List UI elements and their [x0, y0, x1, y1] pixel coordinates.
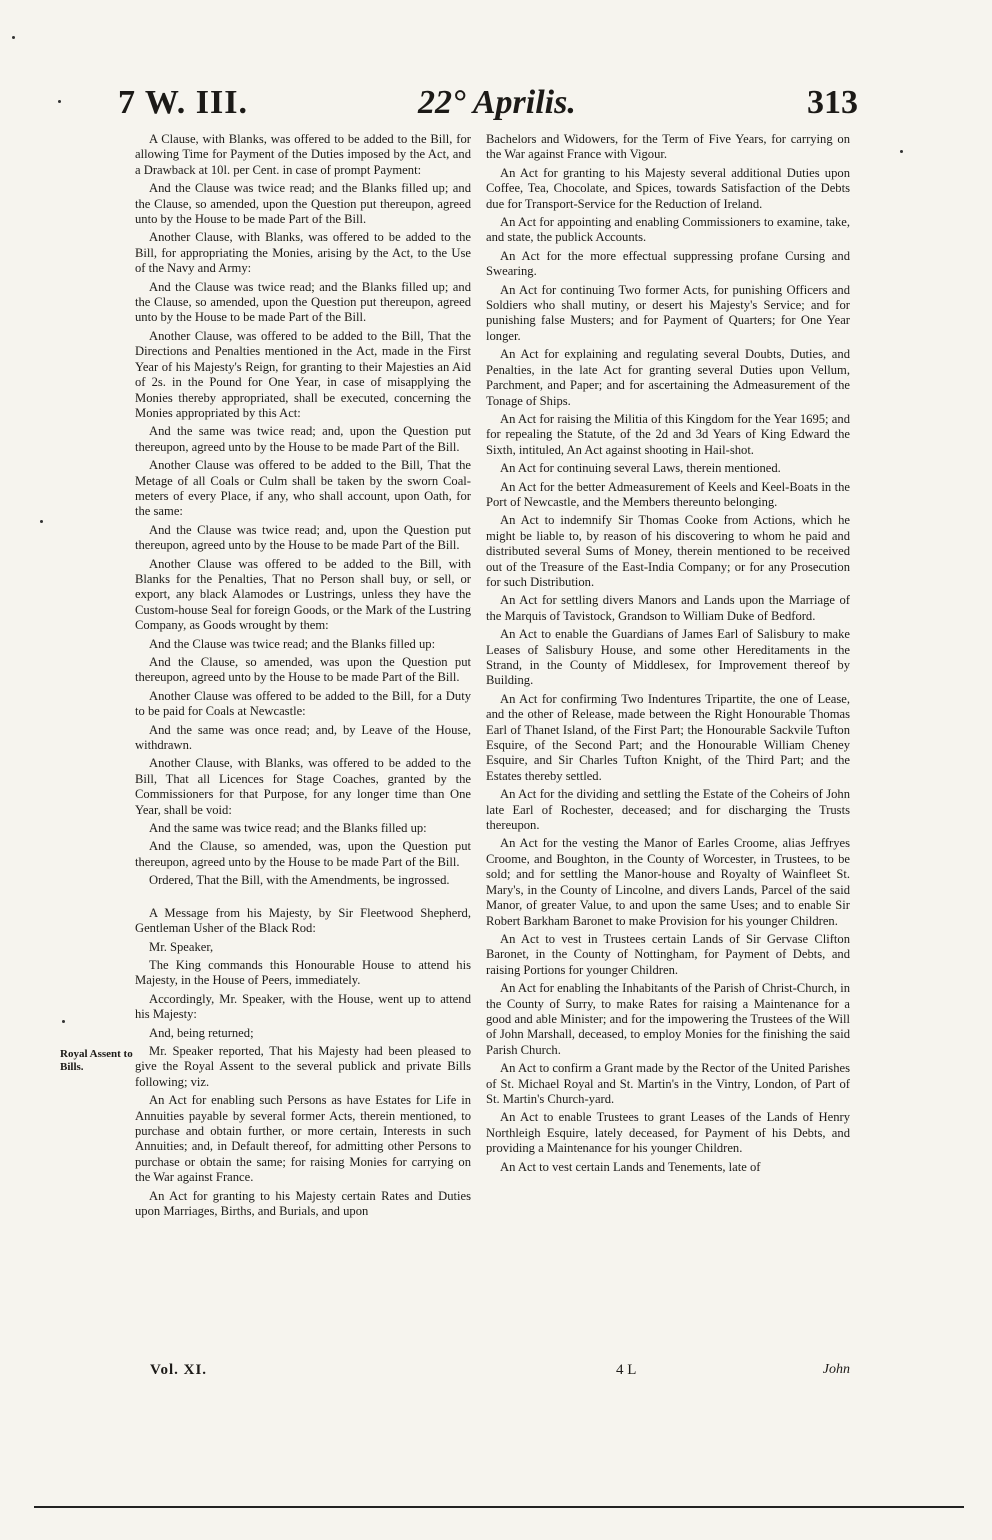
paragraph: An Act for raising the Militia of this Kingdom for the Year 1695; and for repealing the Statute, of the 2d and 3d Years of King Edward the Sixth, intituled, An Act against shooting in Hail-shot. [486, 411, 850, 457]
paragraph: And the same was once read; and, by Leave of the House, withdrawn. [135, 722, 471, 753]
paragraph: And the Clause was twice read; and the Blanks filled up; and the Clause, so amended, upon the Question put thereupon, agreed unto by the House to be made Part of the Bill. [135, 181, 471, 227]
paragraph: An Act for appointing and enabling Commissioners to examine, take, and state, the publick Accounts. [486, 215, 850, 245]
paragraph: Another Clause was offered to be added to the Bill, for a Duty to be paid for Coals at Newcastle: [135, 688, 471, 719]
volume-label: Vol. XI. [150, 1362, 208, 1378]
margin-note-royal-assent: Royal Assent to Bills. [60, 1048, 133, 1073]
paragraph: An Act for granting to his Majesty certain Rates and Duties upon Marriages, Births, and Burials, and upon [135, 1188, 471, 1218]
paragraph: Another Clause, with Blanks, was offered to be added to the Bill, for appropriating the Monies, arising by the Act, to the Use of the Navy and Army: [135, 230, 471, 276]
paragraph: And the Clause was twice read; and the Blanks filled up: [149, 636, 436, 651]
paragraph: An Act to vest in Trustees certain Lands of Sir Gervase Clifton Baronet, in the County of Nottingham, for Payment of Debts, and raising Portions for younger Children. [486, 931, 850, 977]
paragraph: An Act for explaining and regulating several Doubts, Duties, and Penalties, in the late Act for granting several Duties upon Vellum, Parchment, and Paper; and for ascertaining the Admeasurement of the Tonage of Ships. [486, 347, 850, 408]
paragraph: And the Clause, so amended, was upon the Question put thereupon, agreed unto by the House to be made Part of the Bill. [135, 655, 471, 685]
page-header [118, 84, 858, 128]
paragraph: An Act for granting to his Majesty several additional Duties upon Coffee, Tea, Chocolate, and Spices, towards Satisfaction of the Debts due for Transport-Service for the Reduction of Ireland. [486, 165, 850, 211]
paragraph: An Act for continuing several Laws, therein mentioned. [500, 461, 781, 476]
paragraph: An Act for enabling the Inhabitants of the Parish of Christ-Church, in the County of Surry, to make Rates for raising a Maintenance for a good and able Minister; and for the impowering the Trustees of the Will of John Marshall, deceased, to employ Monies for the finishing the said Parish Church. [486, 981, 850, 1057]
paragraph: And the Clause was twice read; and, upon the Question put thereupon, agreed unto by the House to be made Part of the Bill. [135, 522, 471, 553]
paragraph: An Act for the vesting the Manor of Earles Croome, alias Jeffryes Croome, and Boughton, in the County of Worcester, in Trustees, to be sold; and for settling the Manor-house and Royalty of Wainfleet St. Mary's, in the County of Lincolne, and divers Lands, Parcel of the said Manor, of greater Value, to and upon the same Uses; and to enable Sir Robert Barkham Baronet to make Provision for his younger Children. [486, 836, 850, 928]
paragraph: And the Clause, so amended, was, upon the Question put thereupon, agreed unto by the House to be made Part of the Bill. [135, 839, 471, 869]
regnal-year: 7 W. III. [118, 84, 248, 121]
paper-speck [40, 520, 43, 523]
bottom-border-line [34, 1506, 964, 1508]
paragraph: Another Clause, with Blanks, was offered to be added to the Bill, That all Licences for Stage Coaches, granted by the Commissioners for that Purpose, for any longer time than One Year, shall be void: [135, 756, 471, 817]
paragraph: The King commands this Honourable House to attend his Majesty, in the House of Peers, immediately. [135, 957, 471, 988]
paragraph: Another Clause was offered to be added to the Bill, That the Metage of all Coals or Culm shall be taken by the sworn Coal-meters of every Place, if any, who shall account, upon Oath, for the same: [135, 458, 471, 519]
paragraph: Mr. Speaker reported, That his Majesty had been pleased to give the Royal Assent to the several publick and private Bills following; viz. [135, 1043, 471, 1089]
paragraph: An Act to confirm a Grant made by the Rector of the United Parishes of St. Michael Royal and St. Martin's in the Vintry, London, of Part of St. Martin's Church-yard. [486, 1061, 850, 1106]
paragraph: Accordingly, Mr. Speaker, with the House, went up to attend his Majesty: [135, 991, 471, 1022]
left-column [135, 132, 471, 1222]
paragraph: An Act for the dividing and settling the Estate of the Coheirs of John late Earl of Rochester, deceased; and for discharging the Trusts thereupon. [486, 787, 850, 833]
paragraph: A Clause, with Blanks, was offered to be added to the Bill, for allowing Time for Payment of the Duties imposed by the Act, and a Drawback at 10l. per Cent. in case of prompt Payment: [135, 132, 471, 177]
paragraph: An Act for the more effectual suppressing profane Cursing and Swearing. [486, 248, 850, 279]
paragraph: An Act to enable Trustees to grant Leases of the Lands of Henry Northleigh Esquire, lately deceased, for Payment of his Debts, and providing a Maintenance for his younger Children. [486, 1110, 850, 1156]
paragraph: And the same was twice read; and, upon the Question put thereupon, agreed unto by the House to be made Part of the Bill. [135, 424, 471, 454]
paragraph: And the Clause was twice read; and the Blanks filled up; and the Clause, so amended, upon the Question put thereupon, agreed unto by the House to be made Part of the Bill. [135, 279, 471, 325]
paragraph: An Act for enabling such Persons as have Estates for Life in Annuities payable by several former Acts, therein mentioned, to purchase and obtain further, or more certain, Interests in such Annuities; and, in Default thereof, for admitting other Persons to purchase or obtain the same; for raising Monies for carrying on the War against France. [135, 1093, 471, 1185]
paragraph: Another Clause, was offered to be added to the Bill, That the Directions and Penalties mentioned in the Act, made in the First Year of his Majesty's Reign, for granting to their Majesties an Aid of 2s. in the Pound for One Year, in case of misapplying the Monies thereby appropriated, shall be executed, concerning the Monies appropriated by this Act: [135, 328, 471, 420]
right-column [486, 132, 850, 1178]
page-number: 313 [807, 84, 858, 121]
paragraph: An Act to enable the Guardians of James Earl of Salisbury to make Leases of Salisbury House, and some other Hereditaments in the Strand, in the County of Middlesex, for Improvement thereof by Building. [486, 627, 850, 688]
paragraph: A Message from his Majesty, by Sir Fleetwood Shepherd, Gentleman Usher of the Black Rod: [135, 905, 471, 936]
paragraph: And the same was twice read; and the Blanks filled up: [149, 821, 427, 836]
signature-mark: 4 L [616, 1362, 637, 1378]
paragraph: Mr. Speaker, [149, 939, 214, 954]
paragraph: An Act for settling divers Manors and Lands upon the Marriage of the Marquis of Tavistock, Grandson to William Duke of Bedford. [486, 593, 850, 623]
paragraph: An Act for the better Admeasurement of Keels and Keel-Boats in the Port of Newcastle, and the Members thereunto belonging. [486, 479, 850, 509]
paper-speck [62, 1020, 65, 1023]
paragraph: Ordered, That the Bill, with the Amendments, be ingrossed. [149, 873, 450, 888]
paragraph: An Act for continuing Two former Acts, for punishing Officers and Soldiers who shall mutiny, or desert his Majesty's Service; and for punishing false Musters; and for Payment of Quarters; for One Year longer. [486, 282, 850, 343]
paragraph: An Act for confirming Two Indentures Tripartite, the one of Lease, and the other of Release, made between the Right Honourable Thomas Earl of Thanet Island, of the First Part; the Honourable Sackvile Tufton Esquire, of the Second Part; and the Honourable William Cheney Esquire, and Sir Charles Tufton Knight, of the Third Part; and the Estates thereby settled. [486, 691, 850, 783]
paper-speck [900, 150, 903, 153]
paragraph: An Act to vest certain Lands and Tenements, late of [500, 1159, 761, 1174]
catchword: John [822, 1362, 850, 1377]
paper-speck [58, 100, 61, 103]
paragraph: And, being returned; [149, 1025, 254, 1040]
paragraph: Bachelors and Widowers, for the Term of Five Years, for carrying on the War against France with Vigour. [486, 132, 850, 162]
date-heading: 22° Aprilis. [418, 84, 576, 121]
page-footer [150, 1362, 850, 1384]
paper-speck [12, 36, 15, 39]
paragraph: Another Clause was offered to be added to the Bill, with Blanks for the Penalties, That no Person shall buy, or sell, or export, any black Alamodes or Lustrings, unless they have the Custom-house Seal for foreign Goods, or the Mark of the Lustring Company, as Goods wrought by them: [135, 556, 471, 633]
paragraph: An Act to indemnify Sir Thomas Cooke from Actions, which he might be liable to, by reason of his discovering to whom he paid and distributed several Sums of Money, therein mentioned to be received out of the Treasure of the East-India Company; or for any Prosecution for such Distribution. [486, 513, 850, 589]
